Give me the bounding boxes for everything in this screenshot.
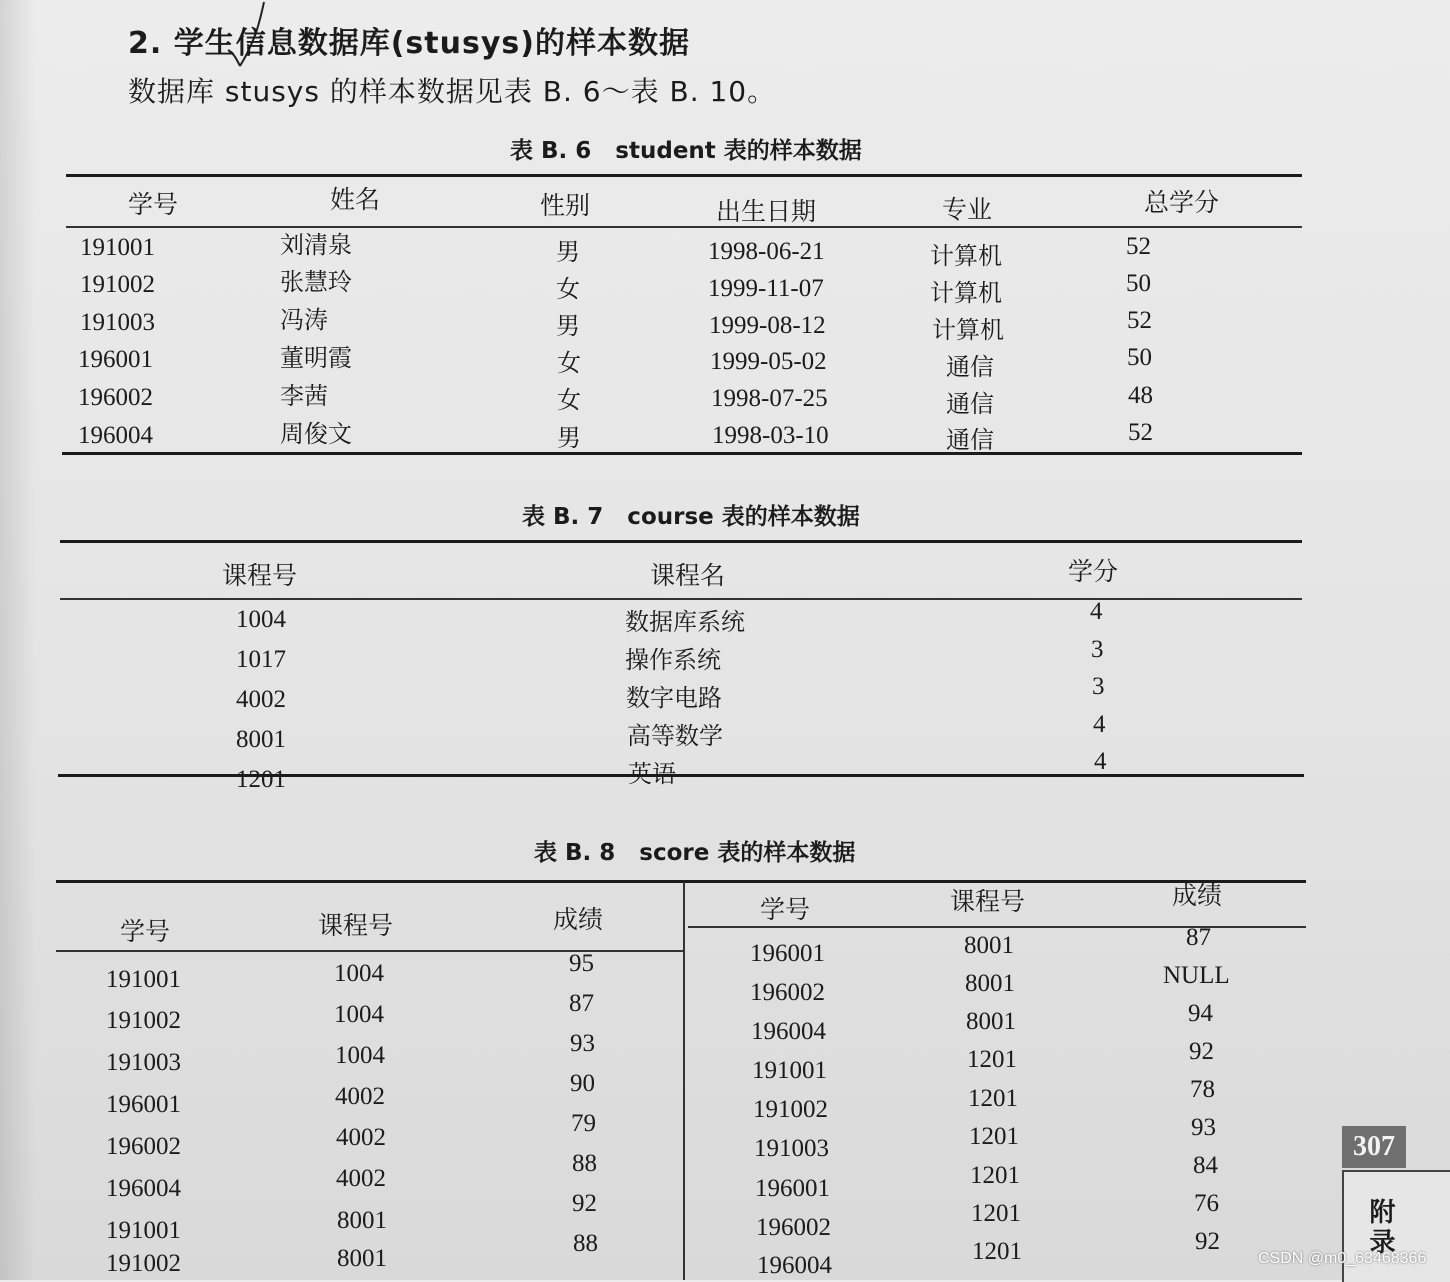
table-header-rule-right: [688, 926, 1306, 928]
cell-course-name: 操作系统: [625, 646, 721, 674]
table-caption: 表 B. 7 course 表的样本数据: [522, 504, 860, 530]
cell-credits: 50: [1127, 344, 1152, 371]
cell-student-id: 191001: [80, 234, 155, 261]
cell-grade: 76: [1194, 1190, 1219, 1217]
cell-course-credit: 3: [1092, 673, 1105, 700]
column-header: 课程号: [318, 911, 394, 940]
cell-student-id: 196004: [757, 1252, 832, 1279]
cell-birthdate: 1999-08-12: [709, 312, 826, 339]
cell-student-id: 196002: [750, 979, 825, 1006]
cell-student-id: 191002: [106, 1250, 181, 1277]
cell-name: 张慧玲: [280, 268, 352, 296]
cell-course-credit: 4: [1094, 748, 1107, 775]
column-header: 学号: [128, 190, 179, 219]
cell-credits: 52: [1128, 419, 1153, 446]
cell-student-id: 191002: [753, 1096, 828, 1123]
cell-grade: 95: [569, 950, 594, 977]
cell-gender: 男: [557, 424, 581, 452]
cell-gender: 男: [556, 238, 580, 266]
cell-student-id: 191003: [80, 309, 155, 336]
cell-course-id: 8001: [337, 1245, 387, 1272]
cell-course-id: 1004: [334, 960, 384, 987]
cell-course-id: 4002: [236, 686, 286, 713]
cell-student-id: 191003: [106, 1049, 181, 1076]
column-header: 成绩: [1172, 881, 1223, 910]
cell-course-name: 英语: [628, 760, 676, 788]
cell-student-id: 196001: [750, 940, 825, 967]
page-spine-shadow: [0, 0, 36, 1280]
cell-course-id: 8001: [965, 970, 1015, 997]
cell-course-id: 1201: [968, 1085, 1018, 1112]
cell-major: 计算机: [932, 316, 1004, 344]
watermark: CSDN @m0_63468366: [1258, 1250, 1427, 1267]
column-header: 专业: [942, 195, 993, 224]
section-heading: 2. 学生信息数据库(stusys)的样本数据: [128, 26, 690, 61]
table-top-rule: [66, 174, 1302, 177]
cell-student-id: 196001: [755, 1175, 830, 1202]
cell-course-id: 1201: [236, 766, 286, 793]
cell-gender: 女: [556, 275, 580, 303]
cell-grade: 87: [1186, 924, 1211, 951]
cell-student-id: 196002: [756, 1214, 831, 1241]
cell-course-id: 1004: [334, 1001, 384, 1028]
column-header: 课程号: [222, 561, 298, 590]
cell-gender: 女: [557, 386, 581, 414]
cell-name: 周俊文: [280, 420, 352, 448]
cell-student-id: 196004: [106, 1175, 181, 1202]
table-bottom-rule: [62, 452, 1302, 455]
cell-student-id: 196001: [106, 1091, 181, 1118]
column-header: 课程名: [650, 561, 726, 590]
cell-major: 通信: [946, 390, 994, 418]
cell-birthdate: 1998-07-25: [711, 385, 828, 412]
column-header: 课程号: [950, 887, 1026, 916]
cell-name: 董明霞: [280, 344, 352, 372]
cell-student-id: 196004: [78, 422, 153, 449]
cell-grade: 94: [1188, 1000, 1213, 1027]
cell-course-id: 4002: [336, 1124, 386, 1151]
column-header: 学分: [1068, 557, 1119, 586]
cell-course-id: 1201: [972, 1238, 1022, 1265]
cell-course-id: 1004: [236, 606, 286, 633]
cell-course-credit: 4: [1093, 711, 1106, 738]
cell-name: 冯涛: [280, 306, 328, 334]
cell-course-id: 1201: [967, 1046, 1017, 1073]
column-header: 性别: [540, 191, 591, 220]
cell-grade: 79: [571, 1110, 596, 1137]
cell-birthdate: 1998-06-21: [708, 238, 825, 265]
cell-grade: 88: [572, 1150, 597, 1177]
table-header-rule: [66, 226, 1302, 228]
cell-course-id: 1017: [236, 646, 286, 673]
cell-grade: 87: [569, 990, 594, 1017]
cell-credits: 50: [1126, 270, 1151, 297]
cell-student-id: 196002: [106, 1133, 181, 1160]
cell-course-id: 1201: [969, 1123, 1019, 1150]
cell-course-id: 1004: [335, 1042, 385, 1069]
page-number-badge: 307: [1342, 1126, 1406, 1168]
cell-credits: 48: [1128, 382, 1153, 409]
cell-grade: 90: [570, 1070, 595, 1097]
cell-student-id: 196001: [78, 346, 153, 373]
cell-student-id: 191001: [106, 966, 181, 993]
cell-course-id: 1201: [970, 1162, 1020, 1189]
cell-student-id: 196002: [78, 384, 153, 411]
cell-grade: NULL: [1163, 962, 1230, 989]
table-caption: 表 B. 8 score 表的样本数据: [534, 840, 856, 866]
appendix-side-label: 附录: [1365, 1198, 1395, 1258]
cell-name: 李茜: [280, 382, 328, 410]
cell-student-id: 196004: [751, 1018, 826, 1045]
cell-grade: 92: [1195, 1228, 1220, 1255]
column-header: 学号: [120, 917, 171, 946]
cell-course-id: 4002: [335, 1083, 385, 1110]
cell-course-name: 数据库系统: [625, 608, 745, 636]
cell-course-id: 4002: [336, 1165, 386, 1192]
cell-grade: 93: [570, 1030, 595, 1057]
cell-course-id: 8001: [964, 932, 1014, 959]
cell-grade: 84: [1193, 1152, 1218, 1179]
cell-name: 刘清泉: [280, 231, 352, 259]
column-header: 学号: [760, 895, 811, 924]
column-header: 出生日期: [716, 197, 817, 226]
cell-grade: 88: [573, 1230, 598, 1257]
cell-student-id: 191002: [106, 1007, 181, 1034]
cell-birthdate: 1999-11-07: [708, 275, 824, 302]
cell-student-id: 191003: [754, 1135, 829, 1162]
cell-gender: 男: [556, 312, 580, 340]
cell-course-id: 8001: [966, 1008, 1016, 1035]
cell-major: 计算机: [930, 279, 1002, 307]
cell-grade: 92: [572, 1190, 597, 1217]
table-column-divider: [683, 882, 685, 1280]
table-top-rule: [60, 540, 1302, 543]
cell-birthdate: 1999-05-02: [710, 348, 827, 375]
cell-credits: 52: [1126, 233, 1151, 260]
cell-major: 通信: [946, 426, 994, 454]
cell-student-id: 191001: [106, 1217, 181, 1244]
cell-birthdate: 1998-03-10: [712, 422, 829, 449]
cell-course-id: 8001: [236, 726, 286, 753]
column-header: 姓名: [330, 185, 381, 214]
cell-course-id: 8001: [337, 1207, 387, 1234]
cell-course-name: 数字电路: [626, 684, 722, 712]
cell-grade: 92: [1189, 1038, 1214, 1065]
table-header-rule: [60, 598, 1302, 600]
cell-student-id: 191001: [752, 1057, 827, 1084]
column-header: 成绩: [553, 905, 604, 934]
cell-grade: 93: [1191, 1114, 1216, 1141]
cell-course-id: 1201: [971, 1200, 1021, 1227]
cell-student-id: 191002: [80, 271, 155, 298]
table-top-rule: [56, 880, 1306, 883]
cell-major: 计算机: [930, 242, 1002, 270]
cell-credits: 52: [1127, 307, 1152, 334]
cell-course-credit: 3: [1091, 636, 1104, 663]
cell-course-credit: 4: [1090, 598, 1103, 625]
cell-grade: 78: [1190, 1076, 1215, 1103]
column-header: 总学分: [1144, 188, 1220, 217]
intro-text: 数据库 stusys 的样本数据见表 B. 6～表 B. 10。: [128, 75, 777, 108]
cell-course-name: 高等数学: [627, 722, 723, 750]
cell-major: 通信: [946, 353, 994, 381]
table-caption: 表 B. 6 student 表的样本数据: [510, 138, 862, 164]
cell-gender: 女: [557, 349, 581, 377]
